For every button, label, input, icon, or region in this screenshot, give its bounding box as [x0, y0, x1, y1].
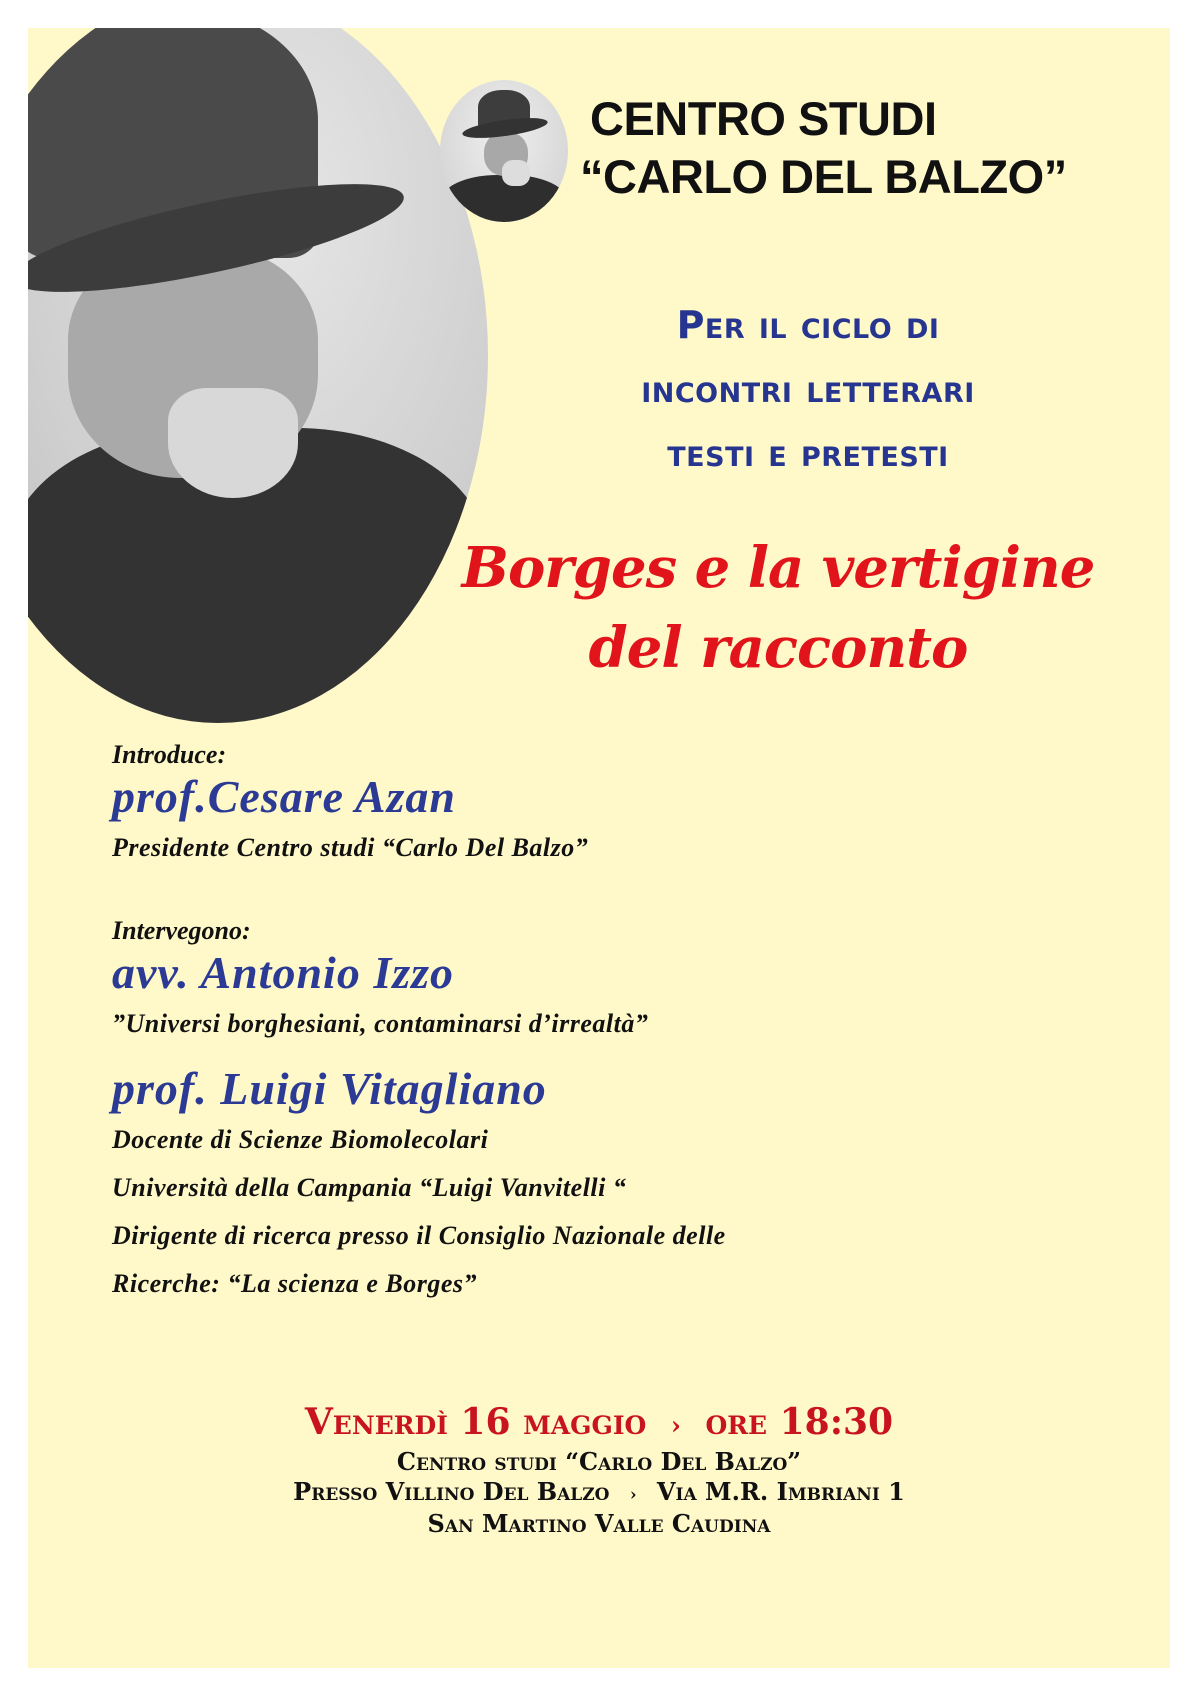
separator-icon: ›	[670, 1410, 681, 1440]
speakers-section	[112, 740, 1152, 1308]
cycle-heading	[498, 293, 1118, 485]
speaker-block	[112, 916, 1152, 1048]
organization-line-1: CENTRO STUDI	[590, 92, 937, 145]
event-date-time	[28, 1400, 1170, 1447]
speaker-name: prof. Luigi Vitagliano	[112, 1063, 547, 1114]
event-title-line-1: Borges e la vertigine	[461, 535, 1095, 601]
speaker-detail: Docente di Scienze Biomolecolari	[112, 1125, 489, 1154]
event-venue: Centro studi “Carlo Del Balzo”	[396, 1447, 802, 1476]
logo-portrait	[440, 80, 568, 222]
organization-line-2: “CARLO DEL BALZO”	[580, 150, 1067, 203]
organization-title	[568, 90, 1168, 206]
cycle-line: incontri letterari	[641, 367, 975, 411]
speakers-label: Intervegono:	[112, 916, 251, 945]
event-address	[28, 1477, 1170, 1509]
speaker-talk-title: ”Universi borghesiani, contaminarsi d’irrealtà”	[112, 1009, 649, 1038]
introducer-role: Presidente Centro studi “Carlo Del Balzo”	[112, 833, 589, 862]
speaker-name: avv. Antonio Izzo	[112, 947, 455, 998]
event-time: ore 18:30	[705, 1401, 894, 1443]
event-date: Venerdì 16 maggio	[304, 1401, 647, 1443]
cycle-line: Per il ciclo di	[676, 303, 940, 347]
introducer-name: prof.Cesare Azan	[112, 771, 456, 822]
introducer-label: Introduce:	[112, 740, 227, 769]
address-part-2: Via M.R. Imbriani 1	[656, 1477, 905, 1506]
speaker-block	[112, 1062, 1152, 1308]
introducer-block	[112, 740, 1152, 872]
cycle-line: testi e pretesti	[667, 431, 949, 475]
address-part-1: Presso Villino Del Balzo	[293, 1477, 610, 1506]
separator-icon: ›	[629, 1483, 637, 1504]
speaker-detail: Ricerche: “La scienza e Borges”	[112, 1269, 478, 1298]
event-town: San Martino Valle Caudina	[427, 1508, 771, 1538]
event-title-line-2: del racconto	[588, 615, 968, 681]
speaker-detail: Dirigente di ricerca presso il Consiglio Nazionale delle	[112, 1221, 726, 1250]
event-poster	[28, 28, 1170, 1668]
speaker-detail: Università della Campania “Luigi Vanvitelli “	[112, 1173, 627, 1202]
event-title	[388, 528, 1168, 688]
event-details	[28, 1400, 1170, 1539]
